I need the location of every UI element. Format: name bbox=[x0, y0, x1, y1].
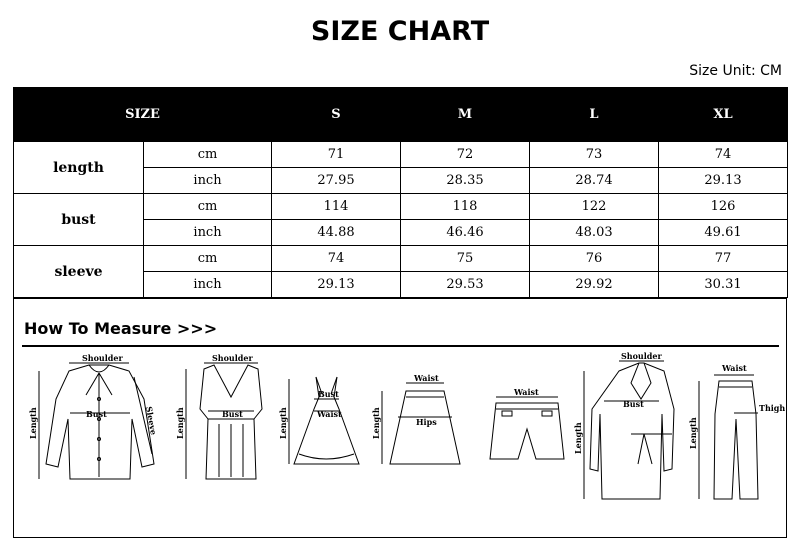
label-shoulder: Shoulder bbox=[82, 353, 123, 363]
value-cell: 77 bbox=[659, 246, 788, 272]
label-length: Length bbox=[28, 407, 38, 439]
value-cell: 72 bbox=[401, 142, 530, 168]
value-cell: 74 bbox=[659, 142, 788, 168]
how-to-measure-title: How To Measure >>> bbox=[24, 319, 218, 338]
label-shoulder: Shoulder bbox=[212, 353, 253, 363]
trousers-illustration bbox=[688, 363, 785, 499]
dress-illustration bbox=[278, 377, 359, 464]
label-thigh: Thigh bbox=[759, 403, 786, 413]
unit-cell: cm bbox=[144, 194, 272, 220]
table-row bbox=[14, 246, 788, 272]
header-l: L bbox=[530, 88, 659, 142]
value-cell: 29.13 bbox=[272, 272, 401, 298]
label-length: Length bbox=[688, 417, 698, 449]
label-waist: Waist bbox=[514, 387, 539, 397]
sleeveless-top-illustration bbox=[175, 353, 262, 479]
size-unit-label: Size Unit: CM bbox=[689, 63, 782, 79]
value-cell: 48.03 bbox=[530, 220, 659, 246]
label-waist: Waist bbox=[722, 363, 747, 373]
label-shoulder: Shoulder bbox=[621, 351, 662, 361]
value-cell: 30.31 bbox=[659, 272, 788, 298]
value-cell: 29.92 bbox=[530, 272, 659, 298]
label-length: Length bbox=[278, 407, 288, 439]
value-cell: 28.35 bbox=[401, 168, 530, 194]
value-cell: 75 bbox=[401, 246, 530, 272]
value-cell: 76 bbox=[530, 246, 659, 272]
table-header-row bbox=[14, 88, 788, 142]
unit-cell: cm bbox=[144, 142, 272, 168]
header-size: SIZE bbox=[14, 88, 272, 142]
label-waist: Waist bbox=[414, 373, 439, 383]
label-length: Length bbox=[175, 407, 185, 439]
label-bust: Bust bbox=[318, 389, 339, 399]
value-cell: 44.88 bbox=[272, 220, 401, 246]
how-to-measure-panel bbox=[13, 298, 787, 538]
label-waist: Waist bbox=[317, 409, 342, 419]
label-bust: Bust bbox=[86, 409, 107, 419]
row-label-sleeve: sleeve bbox=[14, 246, 144, 298]
value-cell: 27.95 bbox=[272, 168, 401, 194]
value-cell: 29.53 bbox=[401, 272, 530, 298]
value-cell: 114 bbox=[272, 194, 401, 220]
page-title: SIZE CHART bbox=[310, 16, 490, 47]
unit-cell: inch bbox=[144, 272, 272, 298]
header-s: S bbox=[272, 88, 401, 142]
value-cell: 126 bbox=[659, 194, 788, 220]
value-cell: 122 bbox=[530, 194, 659, 220]
unit-cell: inch bbox=[144, 168, 272, 194]
row-label-bust: bust bbox=[14, 194, 144, 246]
table-row bbox=[14, 142, 788, 168]
size-table bbox=[13, 87, 788, 298]
label-length: Length bbox=[573, 422, 583, 454]
value-cell: 29.13 bbox=[659, 168, 788, 194]
shorts-illustration bbox=[490, 387, 564, 459]
value-cell: 73 bbox=[530, 142, 659, 168]
unit-cell: cm bbox=[144, 246, 272, 272]
header-m: M bbox=[401, 88, 530, 142]
value-cell: 28.74 bbox=[530, 168, 659, 194]
coat-illustration bbox=[573, 351, 674, 499]
value-cell: 49.61 bbox=[659, 220, 788, 246]
row-label-length: length bbox=[14, 142, 144, 194]
value-cell: 71 bbox=[272, 142, 401, 168]
value-cell: 118 bbox=[401, 194, 530, 220]
label-hips: Hips bbox=[416, 417, 437, 427]
label-sleeve: Sleeve bbox=[144, 405, 159, 436]
unit-cell: inch bbox=[144, 220, 272, 246]
garment-illustrations bbox=[14, 299, 788, 539]
blouse-illustration bbox=[28, 353, 159, 479]
label-bust: Bust bbox=[623, 399, 644, 409]
table-row bbox=[14, 194, 788, 220]
value-cell: 74 bbox=[272, 246, 401, 272]
header-xl: XL bbox=[659, 88, 788, 142]
skirt-illustration bbox=[371, 373, 460, 464]
label-bust: Bust bbox=[222, 409, 243, 419]
label-length: Length bbox=[371, 407, 381, 439]
value-cell: 46.46 bbox=[401, 220, 530, 246]
